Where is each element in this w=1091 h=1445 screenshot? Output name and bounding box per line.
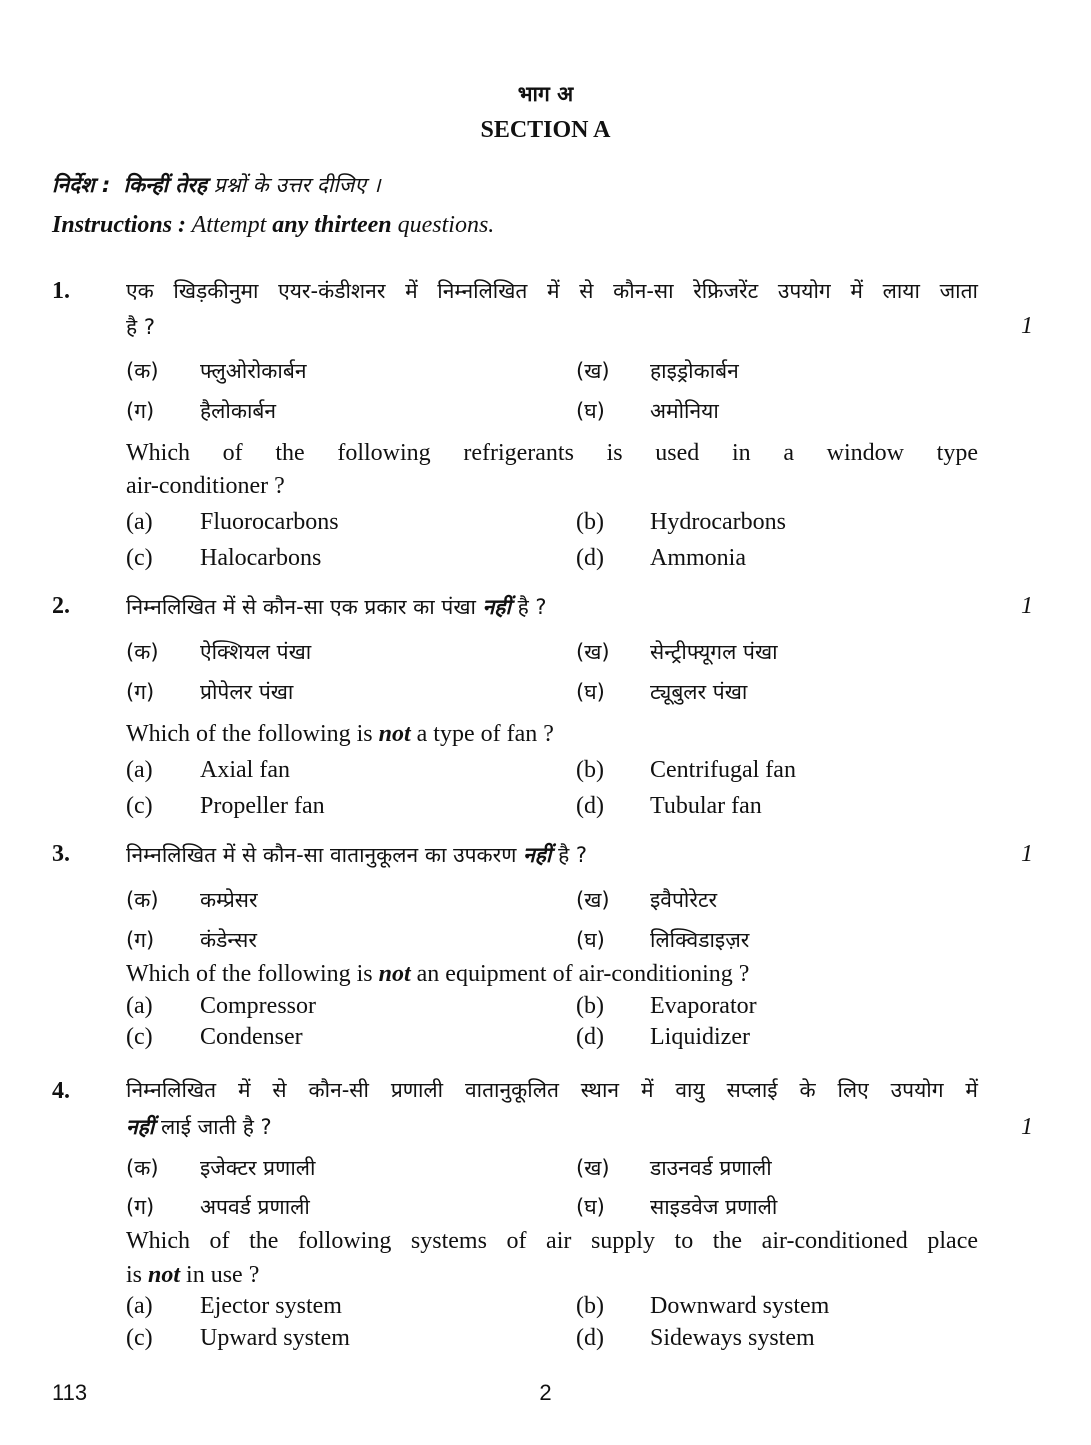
question-text-english-line1: Which of the following systems of air supply to the air-conditioned place	[126, 1228, 978, 1254]
option-label: (a)	[126, 993, 153, 1019]
option-text: सेन्ट्रीफ्यूगल पंखा	[650, 640, 778, 664]
option-text: Hydrocarbons	[650, 509, 786, 535]
option-text: Evaporator	[650, 993, 757, 1019]
option-label: (घ)	[576, 680, 605, 704]
question-text-hindi-pre: निम्नलिखित में से कौन-सा वातानुकूलन का उपकरण	[126, 843, 517, 867]
option-label: (d)	[576, 793, 604, 819]
option-text: Compressor	[200, 993, 316, 1019]
option-text: इजेक्टर प्रणाली	[200, 1156, 316, 1180]
question-text-hindi-line1: एक खिड़कीनुमा एयर-कंडीशनर में निम्नलिखित में से कौन-सा रेफ्रिजरेंट उपयोग में लाया जाता	[126, 279, 978, 303]
option-label: (क)	[126, 1156, 159, 1180]
option-text: Ejector system	[200, 1293, 342, 1319]
option-label: (ग)	[126, 928, 155, 952]
question-text-english	[126, 721, 554, 748]
question-text-english	[126, 961, 749, 988]
option-text: Condenser	[200, 1024, 303, 1050]
option-text: Tubular fan	[650, 793, 762, 819]
option-text: ट्यूबुलर पंखा	[650, 680, 748, 704]
option-label: (c)	[126, 1024, 153, 1050]
option-label: (b)	[576, 1293, 604, 1319]
option-label: (क)	[126, 359, 159, 383]
question-text-english-pre: Which of the following is	[126, 961, 373, 987]
instructions-hindi-label: निर्देश :	[52, 173, 111, 197]
option-text: Upward system	[200, 1325, 350, 1351]
option-label: (c)	[126, 1325, 153, 1351]
option-label: (ख)	[576, 1156, 610, 1180]
question-text-english-line1: Which of the following refrigerants is used in a window type	[126, 440, 978, 466]
question-text-hindi-line2	[126, 1113, 272, 1141]
question-text-english-post: in use ?	[186, 1262, 260, 1288]
option-text: इवैपोरेटर	[650, 888, 718, 912]
option-text: हाइड्रोकार्बन	[650, 359, 739, 383]
question-text-hindi-line1: निम्नलिखित में से कौन-सी प्रणाली वातानुकूलित स्थान में वायु सप्लाई के लिए उपयोग में	[126, 1078, 978, 1102]
part-heading-hindi: भाग अ	[517, 82, 574, 106]
option-label: (d)	[576, 1325, 604, 1351]
instructions-hindi	[52, 171, 381, 199]
question-text-english-emphasis: not	[378, 721, 411, 747]
option-text: अमोनिया	[650, 399, 719, 423]
option-text: Downward system	[650, 1293, 830, 1319]
instructions-english-post: questions.	[397, 212, 495, 238]
question-text-hindi-emphasis: नहीं	[126, 1115, 155, 1139]
option-text: प्रोपेलर पंखा	[200, 680, 294, 704]
option-text: Axial fan	[200, 757, 290, 783]
question-text-hindi-pre: निम्नलिखित में से कौन-सा एक प्रकार का पंखा	[126, 595, 476, 619]
section-heading: SECTION A	[480, 117, 611, 143]
instructions-english-label: Instructions :	[52, 212, 187, 238]
instructions-english-emphasis: any thirteen	[272, 212, 392, 238]
option-label: (c)	[126, 545, 153, 571]
question-text-hindi	[126, 841, 587, 869]
option-label: (b)	[576, 757, 604, 783]
question-text-hindi	[126, 593, 547, 621]
option-label: (घ)	[576, 1195, 605, 1219]
option-label: (घ)	[576, 399, 605, 423]
instructions-english-pre: Attempt	[191, 212, 267, 238]
question-text-english-line2	[126, 1262, 259, 1289]
paper-code: 113	[52, 1380, 88, 1405]
option-label: (घ)	[576, 928, 605, 952]
option-text: Liquidizer	[650, 1024, 750, 1050]
option-label: (ग)	[126, 680, 155, 704]
question-text-hindi-post: है ?	[517, 595, 547, 619]
question-text-hindi-post: लाई जाती है ?	[160, 1115, 272, 1139]
question-marks: 1	[1021, 593, 1033, 619]
option-text: Propeller fan	[200, 793, 325, 819]
question-text-hindi-emphasis: नहीं	[523, 843, 552, 867]
question-text-english-pre: is	[126, 1262, 143, 1288]
option-text: फ्लुओरोकार्बन	[200, 359, 307, 383]
question-text-hindi-line2: है ?	[126, 315, 155, 339]
option-label: (क)	[126, 640, 159, 664]
option-label: (ख)	[576, 888, 610, 912]
question-text-hindi-emphasis: नहीं	[482, 595, 511, 619]
option-text: साइडवेज प्रणाली	[650, 1195, 778, 1219]
option-label: (क)	[126, 888, 159, 912]
option-text: Ammonia	[650, 545, 746, 571]
question-text-english-emphasis: not	[148, 1262, 181, 1288]
option-text: ऐक्शियल पंखा	[200, 640, 312, 664]
question-text-english-post: a type of fan ?	[416, 721, 554, 747]
question-marks: 1	[1021, 313, 1033, 339]
option-label: (ख)	[576, 640, 610, 664]
question-text-english-emphasis: not	[378, 961, 411, 987]
option-label: (a)	[126, 1293, 153, 1319]
option-text: हैलोकार्बन	[200, 399, 277, 423]
instructions-hindi-emphasis: किन्हीं तेरह	[123, 173, 208, 197]
option-label: (b)	[576, 509, 604, 535]
question-text-hindi-post: है ?	[558, 843, 588, 867]
option-label: (ग)	[126, 399, 155, 423]
option-text: लिक्विडाइज़र	[650, 928, 750, 952]
question-marks: 1	[1021, 841, 1033, 867]
option-label: (ख)	[576, 359, 610, 383]
option-text: अपवर्ड प्रणाली	[200, 1195, 310, 1219]
question-marks: 1	[1021, 1114, 1033, 1140]
instructions-hindi-rest: प्रश्नों के उत्तर दीजिए ।	[213, 173, 381, 197]
question-text-english-post: an equipment of air-conditioning ?	[416, 961, 750, 987]
option-text: कंडेन्सर	[200, 928, 257, 952]
option-label: (c)	[126, 793, 153, 819]
option-text: Fluorocarbons	[200, 509, 339, 535]
option-text: Sideways system	[650, 1325, 815, 1351]
option-text: डाउनवर्ड प्रणाली	[650, 1156, 772, 1180]
option-text: Centrifugal fan	[650, 757, 796, 783]
option-label: (a)	[126, 757, 153, 783]
option-text: Halocarbons	[200, 545, 322, 571]
question-text-english-line2: air-conditioner ?	[126, 473, 285, 499]
option-label: (d)	[576, 545, 604, 571]
question-number: 4.	[52, 1078, 70, 1104]
option-label: (b)	[576, 993, 604, 1019]
question-number: 3.	[52, 841, 70, 867]
option-label: (a)	[126, 509, 153, 535]
option-text: कम्प्रेसर	[200, 888, 258, 912]
question-number: 1.	[52, 278, 70, 304]
page-number: 2	[539, 1380, 552, 1405]
question-text-english-pre: Which of the following is	[126, 721, 373, 747]
option-label: (d)	[576, 1024, 604, 1050]
instructions-english	[52, 212, 494, 239]
option-label: (ग)	[126, 1195, 155, 1219]
question-number: 2.	[52, 593, 70, 619]
